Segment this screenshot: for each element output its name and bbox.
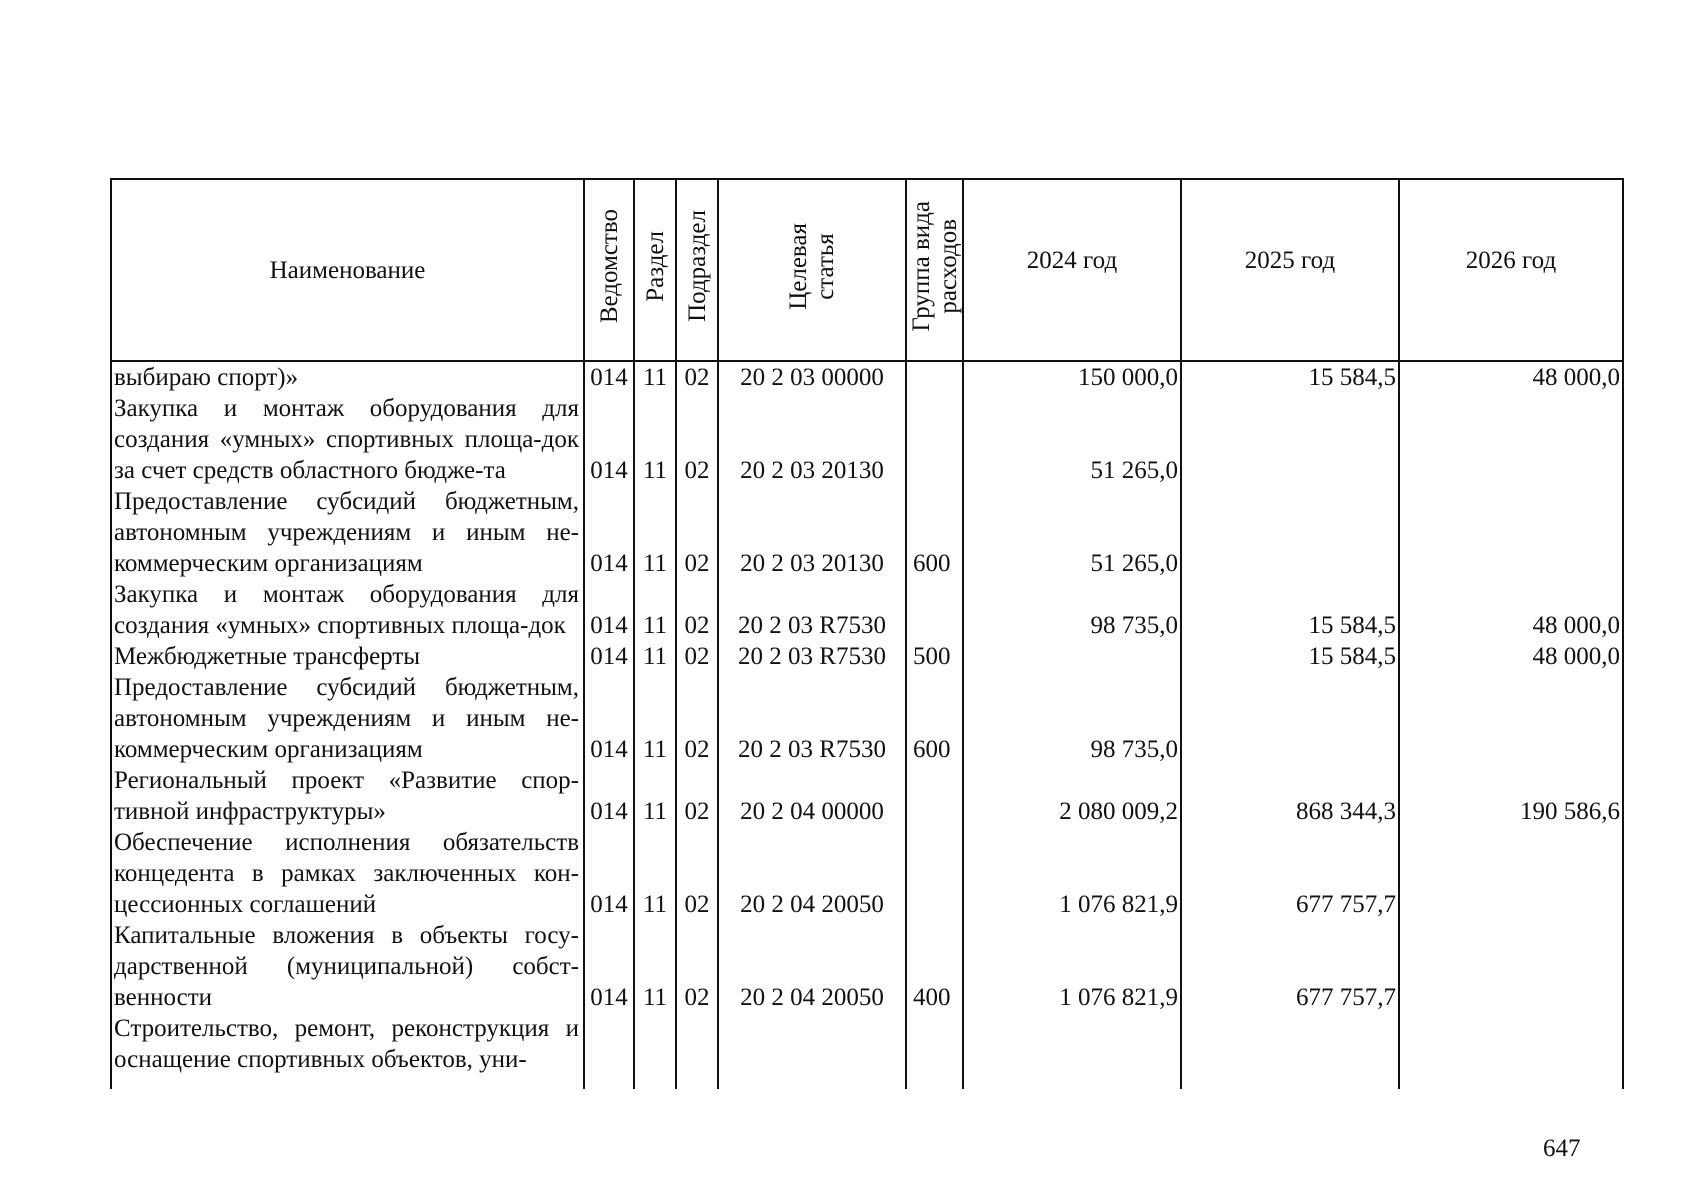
row-2024 bbox=[963, 641, 1181, 672]
row-gruppa bbox=[906, 361, 963, 393]
table-row bbox=[111, 672, 1623, 765]
header-name-label: Наименование bbox=[269, 256, 426, 284]
row-2024: 1 076 821,9 bbox=[963, 920, 1181, 1013]
row-podrazdel bbox=[676, 1013, 718, 1075]
table-row bbox=[111, 765, 1623, 827]
row-spacer bbox=[1399, 1075, 1623, 1089]
row-name: Капитальные вложения в объекты госу-дарственной (муниципальной) собст-венности bbox=[111, 920, 584, 1013]
header-podrazdel bbox=[676, 179, 718, 361]
row-celevaya bbox=[718, 1013, 906, 1075]
header-year-2026 bbox=[1399, 179, 1623, 361]
row-2025: 868 344,3 bbox=[1181, 765, 1399, 827]
row-2025: 677 757,7 bbox=[1181, 827, 1399, 920]
table-row bbox=[111, 641, 1623, 672]
row-celevaya: 20 2 03 R7530 bbox=[718, 672, 906, 765]
row-gruppa: 600 bbox=[906, 672, 963, 765]
header-year-2024 bbox=[963, 179, 1181, 361]
row-name: выбираю спорт)» bbox=[111, 361, 584, 393]
table-row bbox=[111, 393, 1623, 486]
header-podrazdel-label: Подраздел bbox=[683, 210, 711, 322]
row-celevaya: 20 2 03 20130 bbox=[718, 393, 906, 486]
row-vedomstvo: 014 bbox=[584, 641, 634, 672]
header-year-2025 bbox=[1181, 179, 1399, 361]
row-2026: 190 586,6 bbox=[1399, 765, 1623, 827]
row-gruppa bbox=[906, 393, 963, 486]
row-2026 bbox=[1399, 393, 1623, 486]
row-razdel: 11 bbox=[634, 672, 676, 765]
row-2024: 98 735,0 bbox=[963, 672, 1181, 765]
row-celevaya: 20 2 03 R7530 bbox=[718, 641, 906, 672]
header-vedomstvo-label: Ведомство bbox=[595, 208, 623, 324]
row-name: Межбюджетные трансферты bbox=[111, 641, 584, 672]
table-row-continuation bbox=[111, 1075, 1623, 1089]
header-celevaya-statya bbox=[718, 179, 906, 361]
row-2024: 51 265,0 bbox=[963, 486, 1181, 579]
row-spacer bbox=[634, 1075, 676, 1089]
row-vedomstvo: 014 bbox=[584, 672, 634, 765]
header-celevaya-line1: Целевая bbox=[785, 222, 812, 310]
row-spacer bbox=[676, 1075, 718, 1089]
row-name: Закупка и монтаж оборудования для создания «умных» спортивных площа-док за счет средств областного бюдже-та bbox=[111, 393, 584, 486]
row-spacer bbox=[906, 1075, 963, 1089]
row-2025: 15 584,5 bbox=[1181, 641, 1399, 672]
row-razdel: 11 bbox=[634, 361, 676, 393]
row-2026: 48 000,0 bbox=[1399, 361, 1623, 393]
row-vedomstvo: 014 bbox=[584, 486, 634, 579]
row-celevaya: 20 2 03 00000 bbox=[718, 361, 906, 393]
row-podrazdel: 02 bbox=[676, 765, 718, 827]
row-podrazdel: 02 bbox=[676, 827, 718, 920]
row-2026 bbox=[1399, 1013, 1623, 1075]
table-header bbox=[111, 179, 1623, 361]
row-2026 bbox=[1399, 486, 1623, 579]
row-2025: 677 757,7 bbox=[1181, 920, 1399, 1013]
row-2025 bbox=[1181, 672, 1399, 765]
row-razdel: 11 bbox=[634, 641, 676, 672]
row-2026 bbox=[1399, 920, 1623, 1013]
row-podrazdel: 02 bbox=[676, 486, 718, 579]
header-gruppa-line2: расходов bbox=[934, 218, 962, 314]
table-row bbox=[111, 361, 1623, 393]
row-vedomstvo: 014 bbox=[584, 827, 634, 920]
row-name: Строительство, ремонт, реконструкция и оснащение спортивных объектов, уни- bbox=[111, 1013, 584, 1075]
row-razdel: 11 bbox=[634, 765, 676, 827]
row-celevaya: 20 2 04 20050 bbox=[718, 827, 906, 920]
row-gruppa bbox=[906, 765, 963, 827]
row-celevaya: 20 2 03 20130 bbox=[718, 486, 906, 579]
row-2024 bbox=[963, 1013, 1181, 1075]
row-podrazdel: 02 bbox=[676, 672, 718, 765]
row-2025 bbox=[1181, 393, 1399, 486]
row-2026 bbox=[1399, 827, 1623, 920]
row-2024: 51 265,0 bbox=[963, 393, 1181, 486]
row-podrazdel: 02 bbox=[676, 361, 718, 393]
table-row bbox=[111, 827, 1623, 920]
row-celevaya: 20 2 04 20050 bbox=[718, 920, 906, 1013]
row-vedomstvo: 014 bbox=[584, 393, 634, 486]
row-spacer bbox=[963, 1075, 1181, 1089]
page-number: 647 bbox=[1543, 1135, 1581, 1162]
row-gruppa: 400 bbox=[906, 920, 963, 1013]
row-razdel: 11 bbox=[634, 393, 676, 486]
row-gruppa: 500 bbox=[906, 641, 963, 672]
table-row bbox=[111, 920, 1623, 1013]
row-spacer bbox=[111, 1075, 584, 1089]
header-year-2025-label: 2025 год bbox=[1244, 246, 1336, 274]
row-name: Предоставление субсидий бюджетным, автономным учреждениям и иным не-коммерческим организациям bbox=[111, 486, 584, 579]
row-celevaya: 20 2 03 R7530 bbox=[718, 579, 906, 641]
row-razdel: 11 bbox=[634, 486, 676, 579]
row-razdel: 11 bbox=[634, 579, 676, 641]
table-row bbox=[111, 579, 1623, 641]
row-2026: 48 000,0 bbox=[1399, 641, 1623, 672]
row-2026: 48 000,0 bbox=[1399, 579, 1623, 641]
row-name: Закупка и монтаж оборудования для создания «умных» спортивных площа-док bbox=[111, 579, 584, 641]
row-name: Предоставление субсидий бюджетным, автономным учреждениям и иным не-коммерческим организациям bbox=[111, 672, 584, 765]
row-spacer bbox=[1181, 1075, 1399, 1089]
header-gruppa-label bbox=[908, 201, 962, 332]
row-2026 bbox=[1399, 672, 1623, 765]
row-vedomstvo: 014 bbox=[584, 920, 634, 1013]
table-row bbox=[111, 1013, 1623, 1075]
row-2024: 2 080 009,2 bbox=[963, 765, 1181, 827]
row-2025 bbox=[1181, 1013, 1399, 1075]
budget-table-wrapper bbox=[110, 178, 1622, 1089]
header-gruppa-line1: Группа вида bbox=[907, 200, 935, 332]
row-podrazdel: 02 bbox=[676, 393, 718, 486]
table-body bbox=[111, 361, 1623, 1089]
row-podrazdel: 02 bbox=[676, 641, 718, 672]
row-vedomstvo bbox=[584, 1013, 634, 1075]
table-row bbox=[111, 486, 1623, 579]
row-gruppa bbox=[906, 1013, 963, 1075]
row-spacer bbox=[718, 1075, 906, 1089]
row-razdel: 11 bbox=[634, 920, 676, 1013]
header-razdel-label: Раздел bbox=[641, 230, 669, 302]
row-gruppa bbox=[906, 579, 963, 641]
row-gruppa: 600 bbox=[906, 486, 963, 579]
row-2024: 98 735,0 bbox=[963, 579, 1181, 641]
row-2025: 15 584,5 bbox=[1181, 579, 1399, 641]
row-razdel: 11 bbox=[634, 827, 676, 920]
row-gruppa bbox=[906, 827, 963, 920]
header-name bbox=[111, 179, 584, 361]
row-name: Обеспечение исполнения обязательств концедента в рамках заключенных кон-цессионных соглашений bbox=[111, 827, 584, 920]
row-razdel bbox=[634, 1013, 676, 1075]
header-celevaya-line2: статья bbox=[812, 232, 839, 300]
header-gruppa bbox=[906, 179, 963, 361]
row-name: Региональный проект «Развитие спор-тивной инфраструктуры» bbox=[111, 765, 584, 827]
header-vedomstvo bbox=[584, 179, 634, 361]
header-year-2026-label: 2026 год bbox=[1465, 246, 1557, 274]
row-podrazdel: 02 bbox=[676, 920, 718, 1013]
row-vedomstvo: 014 bbox=[584, 579, 634, 641]
budget-table bbox=[110, 178, 1624, 1089]
row-2025 bbox=[1181, 486, 1399, 579]
row-2024: 150 000,0 bbox=[963, 361, 1181, 393]
header-celevaya-statya-label bbox=[785, 223, 839, 310]
header-year-2024-label: 2024 год bbox=[1026, 246, 1118, 274]
row-vedomstvo: 014 bbox=[584, 361, 634, 393]
row-celevaya: 20 2 04 00000 bbox=[718, 765, 906, 827]
row-2025: 15 584,5 bbox=[1181, 361, 1399, 393]
row-podrazdel: 02 bbox=[676, 579, 718, 641]
row-2024: 1 076 821,9 bbox=[963, 827, 1181, 920]
row-vedomstvo: 014 bbox=[584, 765, 634, 827]
header-razdel bbox=[634, 179, 676, 361]
row-spacer bbox=[584, 1075, 634, 1089]
